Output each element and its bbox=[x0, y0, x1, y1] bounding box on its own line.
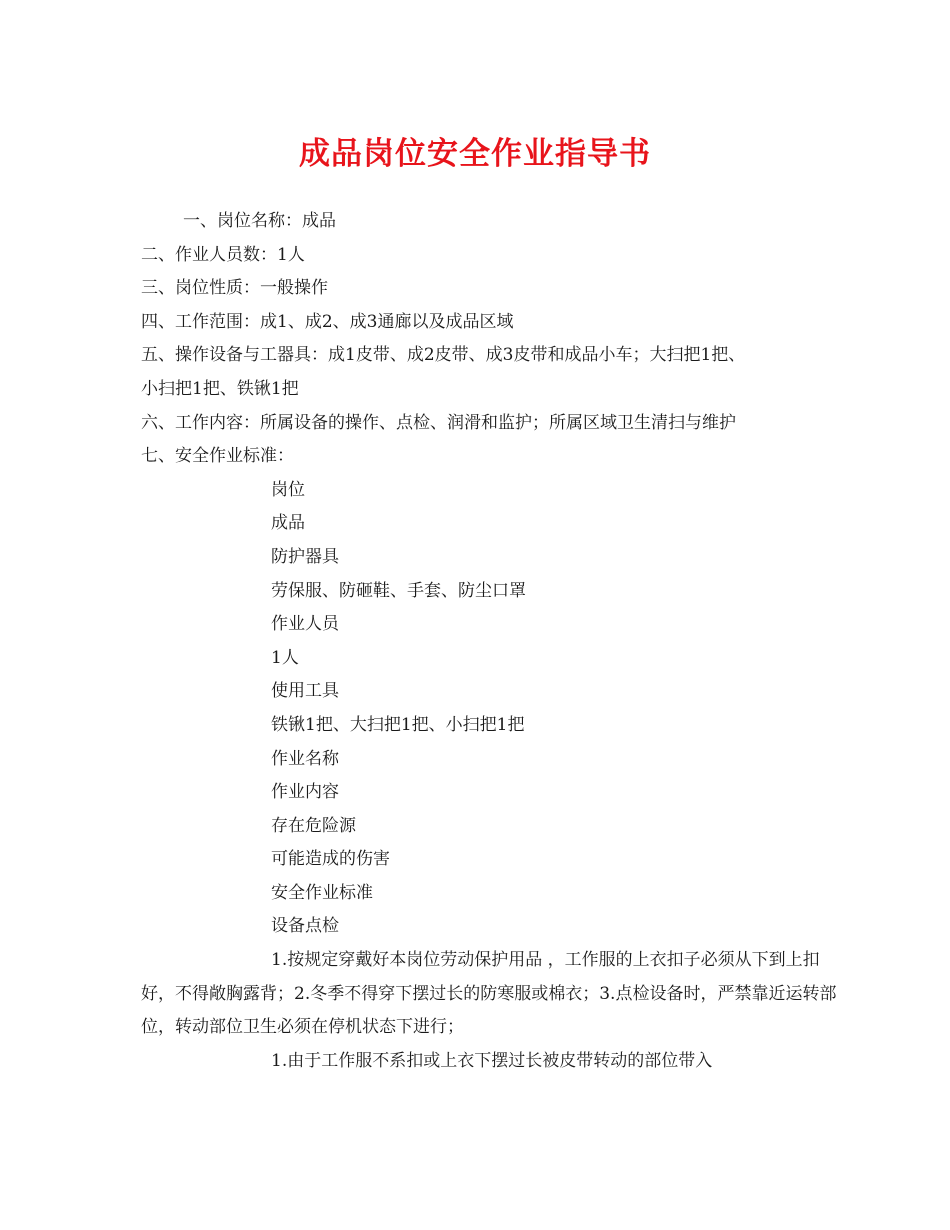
table-item: 防护器具 bbox=[271, 546, 339, 567]
table-item: 作业内容 bbox=[271, 782, 339, 803]
table-item: 可能造成的伤害 bbox=[271, 849, 390, 870]
section-work-content: 六、工作内容：所属设备的操作、点检、润滑和监护；所属区域卫生清扫与维护 bbox=[141, 412, 736, 433]
table-item: 存在危险源 bbox=[271, 815, 356, 836]
table-item: 岗位 bbox=[271, 479, 305, 500]
table-item: 设备点检 bbox=[271, 916, 339, 937]
table-item: 作业名称 bbox=[271, 748, 339, 769]
document-title: 成品岗位安全作业指导书 bbox=[299, 136, 651, 172]
table-item: 劳保服、防砸鞋、手套、防尘口罩 bbox=[271, 580, 526, 601]
table-item: 使用工具 bbox=[271, 681, 339, 702]
table-item: 1人 bbox=[271, 647, 299, 668]
section-post-name: 一、岗位名称：成品 bbox=[183, 211, 336, 231]
body-paragraph: 1.由于工作服不系扣或上衣下摆过长被皮带转动的部位带入 bbox=[271, 1050, 713, 1071]
section-safety-standard: 七、安全作业标准： bbox=[141, 446, 294, 467]
section-equipment-tools: 五、操作设备与工器具：成1皮带、成2皮带、成3皮带和成品小车；大扫把1把、 bbox=[141, 345, 746, 366]
table-item: 成品 bbox=[271, 513, 305, 534]
table-item: 铁锹1把、大扫把1把、小扫把1把 bbox=[271, 714, 525, 735]
section-post-nature: 三、岗位性质：一般操作 bbox=[141, 278, 328, 299]
body-paragraph: 1.按规定穿戴好本岗位劳动保护用品 ，工作服的上衣扣子必须从下到上扣好，不得敞胸露背；2.冬季不得穿下摆过长的防寒服或棉衣；3.点检设备时，严禁靠近运转部位，转动部位卫生必须在停机状态下进行； bbox=[141, 950, 837, 1038]
section-staff-count: 二、作业人员数：1人 bbox=[141, 244, 305, 265]
document-body bbox=[141, 205, 841, 1078]
section-work-scope: 四、工作范围：成1、成2、成3通廊以及成品区域 bbox=[141, 311, 514, 332]
table-item: 作业人员 bbox=[271, 614, 339, 635]
table-item: 安全作业标准 bbox=[271, 882, 373, 903]
section-equipment-tools-cont: 小扫把1把、铁锹1把 bbox=[141, 378, 299, 399]
